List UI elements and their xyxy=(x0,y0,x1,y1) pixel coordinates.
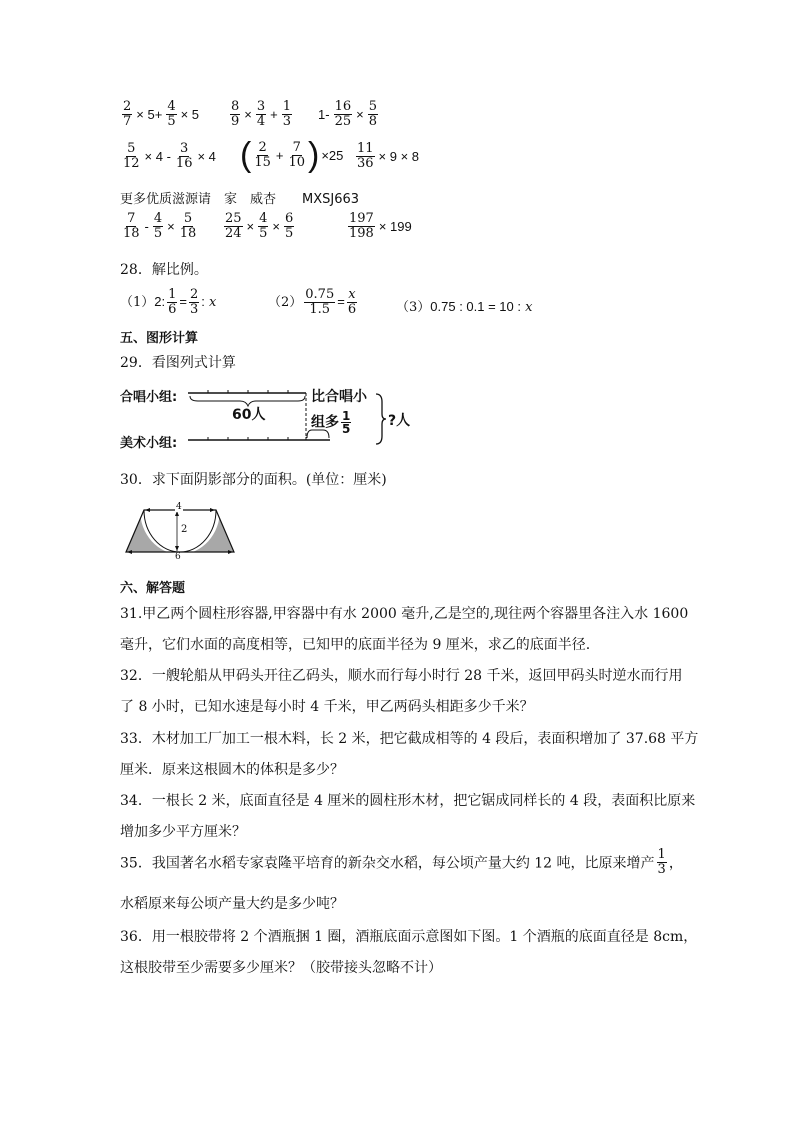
q32-line-1: 32．一艘轮船从甲码头开往乙码头，顺水而行每小时行 28 千米，返回甲码头时逆水而行用 xyxy=(120,668,683,684)
q30-dim-bottom: 6 xyxy=(175,552,181,562)
calc-expr-4: $\frac{5}{12}$ × 4 - $\frac{3}{16}$ × 4 xyxy=(123,141,216,171)
fraction: $\frac{0.75}{1.5}$ xyxy=(305,287,335,317)
calc-expr-1: $\frac{2}{7}$ × 5+ $\frac{4}{5}$ × 5 xyxy=(123,99,200,129)
fraction: $\frac{8}{9}$ xyxy=(231,99,240,129)
q29-title: 29．看图列式计算 xyxy=(120,355,236,371)
q28-part2: （2） $\frac{0.75}{1.5}$ = $\frac{x}{6}$ xyxy=(268,287,357,317)
q32-line-2: 了 8 小时，已知水速是每小时 4 千米，甲乙两码头相距多少千米？ xyxy=(120,699,534,715)
q30-dim-top: 4 xyxy=(176,502,182,512)
section-6-heading: 六、解答题 xyxy=(120,581,186,596)
watermark-ad-text: 更多优质滋源请 家 威杏 MXSJ663 xyxy=(120,192,360,207)
q29-label-choir: 合唱小组: xyxy=(120,390,178,405)
q35-line-1: 35．我国著名水稻专家袁隆平培育的新杂交水稻，每公顷产量大约 12 吨，比原来增产 $\frac{1}{3}$ ， xyxy=(120,847,683,877)
calc-expr-3: 1- $\frac{16}{25}$ × $\frac{5}{8}$ xyxy=(318,99,377,129)
calc-expr-7: $\frac{7}{18}$ - $\frac{4}{5}$ × $\frac{5}{18}$ xyxy=(123,211,197,241)
q30-title: 30．求下面阴影部分的面积。(单位：厘米) xyxy=(120,472,387,488)
fraction: $\frac{1}{6}$ xyxy=(168,287,177,317)
fraction: $\frac{x}{6}$ xyxy=(347,287,357,317)
fraction: $\frac{4}{5}$ xyxy=(167,99,176,129)
fraction: $\frac{3}{16}$ xyxy=(175,141,193,171)
fraction: $\frac{3}{4}$ xyxy=(256,99,266,129)
q29-diagram xyxy=(118,380,418,450)
q31-line-2: 毫升，它们水面的高度相等，已知甲的底面半径为 9 厘米，求乙的底面半径. xyxy=(120,637,591,653)
calc-expr-2: $\frac{8}{9}$ × $\frac{3}{4}$ + $\frac{1}{3}$ xyxy=(231,99,292,129)
calc-expr-5: ( $\frac{2}{15}$ + $\frac{7}{10}$ ) ×25 xyxy=(240,136,344,174)
fraction: $\frac{7}{18}$ xyxy=(123,211,140,241)
fraction: $\frac{6}{5}$ xyxy=(285,211,294,241)
fraction: $\frac{2}{3}$ xyxy=(190,287,199,317)
q33-line-2: 厘米．原来这根圆木的体积是多少？ xyxy=(120,762,344,778)
q28-part1: （1）2: $\frac{1}{6}$ = $\frac{2}{3}$ : x xyxy=(120,287,217,317)
fraction: $\frac{5}{8}$ xyxy=(368,99,377,129)
fraction: $\frac{1}{3}$ xyxy=(282,99,292,129)
fraction: $\frac{4}{5}$ xyxy=(259,211,268,241)
fraction: $\frac{5}{12}$ xyxy=(123,141,140,171)
q29-segment-label: 60人 xyxy=(232,407,266,423)
calc-expr-9: $\frac{197}{198}$ × 199 xyxy=(349,211,412,241)
fraction: $\frac{197}{198}$ xyxy=(349,211,374,241)
q31-line-1: 31.甲乙两个圆柱形容器,甲容器中有水 2000 毫升,乙是空的,现往两个容器里各注入水 1600 xyxy=(120,606,689,622)
q30-dim-middle: 2 xyxy=(181,524,188,535)
q29-label-art: 美术小组: xyxy=(120,436,178,451)
q34-line-1: 34．一根长 2 米，底面直径是 4 厘米的圆柱形木材，把它锯成同样长的 4 段，表面积比原来 xyxy=(120,793,696,809)
fraction: $\frac{7}{10}$ xyxy=(288,139,306,170)
fraction: $\frac{2}{15}$ xyxy=(254,139,271,170)
fraction: $\frac{16}{25}$ xyxy=(334,99,352,129)
fraction: $\frac{1}{3}$ xyxy=(657,847,666,877)
q29-question: ?人 xyxy=(388,413,411,429)
q36-line-1: 36．用一根胶带将 2 个酒瓶捆 1 圈，酒瓶底面示意图如下图。1 个酒瓶的底面直径是 8cm， xyxy=(120,929,698,945)
q30-diagram xyxy=(120,502,240,564)
section-5-heading: 五、图形计算 xyxy=(120,331,199,346)
q28-part3: （3）0.75 : 0.1 = 10 : x xyxy=(396,299,533,315)
q28-title: 28．解比例。 xyxy=(120,262,208,278)
q36-line-2: 这根胶带至少需要多少厘米？（胶带接头忽略不计） xyxy=(120,960,442,976)
calc-expr-8: $\frac{25}{24}$ × $\frac{4}{5}$ × $\frac{6}{5}$ xyxy=(225,211,294,241)
fraction: $\frac{25}{24}$ xyxy=(225,211,242,241)
calc-expr-6: $\frac{11}{36}$ × 9 × 8 xyxy=(357,141,420,171)
q34-line-2: 增加多少平方厘米？ xyxy=(120,824,246,840)
fraction: $\frac{11}{36}$ xyxy=(357,141,374,171)
q29-note: 比合唱小 组多 $\frac{1}{5}$ xyxy=(311,389,367,436)
q35-line-2: 水稻原来每公顷产量大约是多少吨？ xyxy=(120,896,344,912)
fraction: $\frac{2}{7}$ xyxy=(123,99,132,129)
q33-line-1: 33．木材加工厂加工一根木料，长 2 米，把它截成相等的 4 段后，表面积增加了 37.68 平方 xyxy=(120,731,699,747)
fraction: $\frac{5}{18}$ xyxy=(179,211,197,241)
fraction: $\frac{4}{5}$ xyxy=(153,211,163,241)
q29-bar-diagram xyxy=(118,380,418,450)
